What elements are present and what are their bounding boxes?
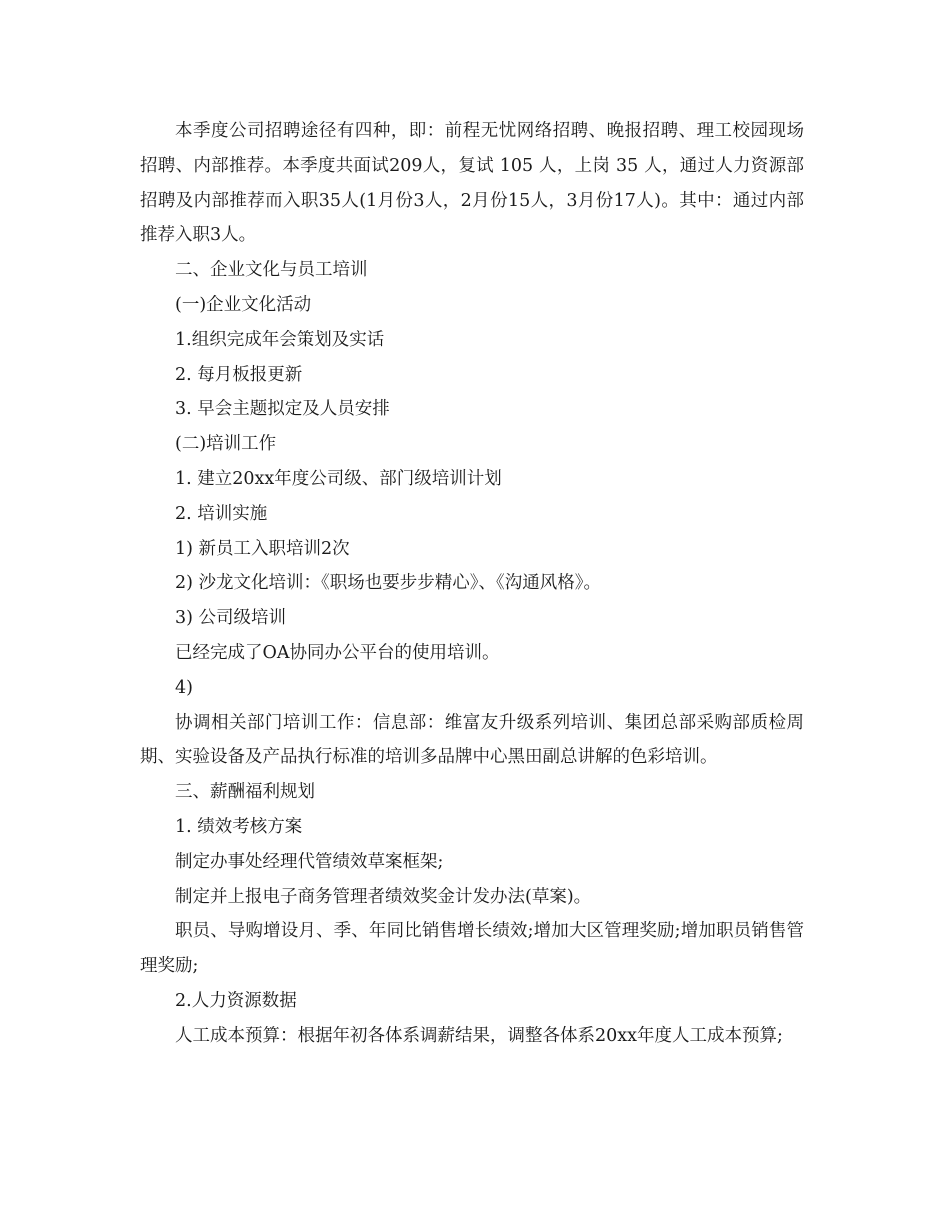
list-item: 2) 沙龙文化培训：《职场也要步步精心》、《沟通风格》。 [175, 573, 602, 594]
list-item: 1. 建立20xx年度公司级、部门级培训计划 [175, 468, 502, 489]
paragraph: 制定办事处经理代管绩效草案框架; [175, 851, 444, 872]
paragraph-recruitment-summary: 本季度公司招聘途径有四种，即：前程无忧网络招聘、晚报招聘、理工校园现场招聘、内部推荐。本季度共面试209人，复试 105 人，上岗 35 人，通过人力资源部招聘及内部推荐而入职35人(1月份3人，2月份15人，3月份17人)。其中：通过内部推荐入职3人。 [140, 121, 804, 246]
subheading-culture-activities: (一)企业文化活动 [175, 294, 312, 315]
list-item: 1) 新员工入职培训2次 [175, 538, 350, 559]
paragraph: 制定并上报电子商务管理者绩效奖金计发办法(草案)。 [175, 886, 592, 907]
list-item: 3. 早会主题拟定及人员安排 [175, 399, 390, 420]
paragraph: 已经完成了OA协同办公平台的使用培训。 [175, 642, 500, 663]
list-item: 1. 绩效考核方案 [175, 816, 303, 837]
list-item: 4) [175, 677, 193, 698]
list-item: 1.组织完成年会策划及实话 [175, 329, 385, 350]
paragraph: 协调相关部门培训工作：信息部：维富友升级系列培训、集团总部采购部质检周期、实验设备及产品执行标准的培训多品牌中心黑田副总讲解的色彩培训。 [140, 712, 804, 768]
list-item: 2.人力资源数据 [175, 990, 297, 1011]
subheading-training-work: (二)培训工作 [175, 434, 277, 455]
document-body [140, 114, 804, 1054]
paragraph: 职员、导购增设月、季、年同比销售增长绩效;增加大区管理奖励;增加职员销售管理奖励; [140, 921, 804, 977]
list-item: 2. 每月板报更新 [175, 364, 303, 385]
paragraph: 人工成本预算：根据年初各体系调薪结果，调整各体系20xx年度人工成本预算; [175, 1025, 783, 1046]
heading-culture-training: 二、企业文化与员工培训 [175, 260, 368, 281]
list-item: 3) 公司级培训 [175, 608, 287, 629]
list-item: 2. 培训实施 [175, 503, 268, 524]
heading-compensation-planning: 三、薪酬福利规划 [175, 782, 315, 803]
